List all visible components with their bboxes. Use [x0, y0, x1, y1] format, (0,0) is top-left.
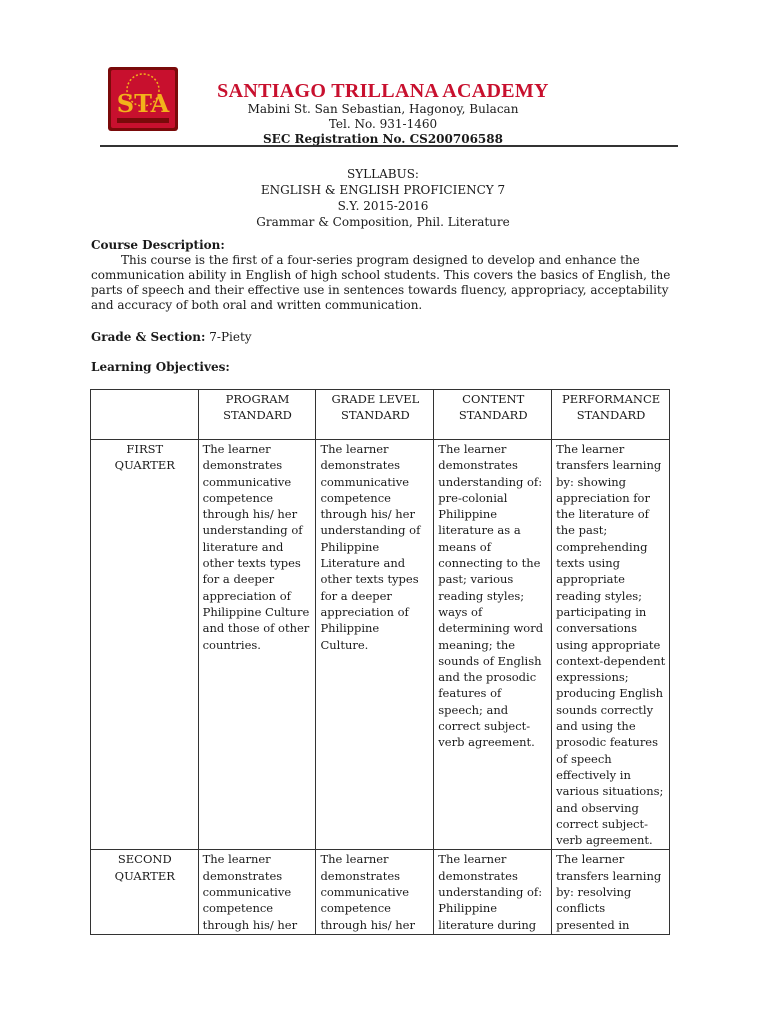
school-seal-icon [107, 66, 179, 132]
quarter-cell: SECOND QUARTER [91, 850, 199, 934]
table-header-content: CONTENT STANDARD [434, 390, 552, 440]
table-header-program: PROGRAM STANDARD [198, 390, 316, 440]
table-header-row [91, 390, 670, 440]
grade-level-standard-cell: The learner demonstrates communicative competence through his/ her understanding of Philippine Literature and other texts types for a deeper appreciation of Philippine Culture. [316, 440, 434, 850]
content-standard-cell: The learner demonstrates understanding of: pre-colonial Philippine literature as a means of connecting to the past; various reading styles; ways of determining word meaning; the sounds of English and the prosodic features of speech; and correct subject-verb agreement. [434, 440, 552, 850]
header-divider [100, 145, 678, 147]
learning-objectives-heading: Learning Objectives: [91, 360, 230, 374]
table-row [91, 850, 670, 934]
page-bottom-margin [0, 943, 768, 1024]
course-description-text: This course is the first of a four-series program designed to develop and enhance the communication ability in English of high school students. This covers the basics of English, the parts of speech and their effective use in sentences towards fluency, appropriacy, acceptability and accuracy of both oral and written communication. [91, 253, 671, 312]
course-description [91, 238, 681, 313]
program-standard-cell: The learner demonstrates communicative competence through his/ her understanding of literature and other texts types for a deeper appreciation of Philippine Culture and those of other countries. [198, 440, 316, 850]
quarter-cell: FIRST QUARTER [91, 440, 199, 850]
svg-text:STA: STA [116, 89, 170, 118]
school-name: SANTIAGO TRILLANA ACADEMY [217, 80, 549, 102]
grade-section [91, 330, 681, 345]
school-telephone: Tel. No. 931-1460 [328, 117, 438, 131]
grade-section-label: Grade & Section: [91, 330, 206, 344]
grade-section-value: 7-Piety [205, 330, 252, 344]
content-standard-cell: The learner demonstrates understanding of: Philippine literature during [434, 850, 552, 934]
learning-objectives-table [90, 389, 670, 935]
syllabus-label: SYLLABUS: [347, 167, 419, 181]
program-standard-cell: The learner demonstrates communicative competence through his/ her [198, 850, 316, 934]
letterhead [190, 80, 576, 147]
course-subtitle: Grammar & Composition, Phil. Literature [256, 215, 510, 229]
course-description-heading: Course Description: [91, 238, 225, 252]
performance-standard-cell: The learner transfers learning by: showing appreciation for the literature of the past; comprehending texts using appropriate reading styles; participating in conversations using appropriate context-dependent expressions; producing English sounds correctly and using the prosodic features of speech effectively in various situations; and observing correct subject-verb agreement. [552, 440, 670, 850]
school-logo [107, 66, 179, 132]
table-header-empty [91, 390, 199, 440]
learning-objectives [91, 360, 681, 375]
school-year: S.Y. 2015-2016 [337, 199, 429, 213]
table-row [91, 440, 670, 850]
course-title: ENGLISH & ENGLISH PROFICIENCY 7 [260, 183, 506, 197]
performance-standard-cell: The learner transfers learning by: resolving conflicts presented in [552, 850, 670, 934]
table-header-performance: PERFORMANCE STANDARD [552, 390, 670, 440]
sec-registration: SEC Registration No. CS200706588 [263, 132, 503, 146]
syllabus-title-block [190, 166, 576, 230]
grade-level-standard-cell: The learner demonstrates communicative competence through his/ her [316, 850, 434, 934]
school-address: Mabini St. San Sebastian, Hagonoy, Bulacan [247, 102, 519, 116]
table-header-grade-level: GRADE LEVEL STANDARD [316, 390, 434, 440]
